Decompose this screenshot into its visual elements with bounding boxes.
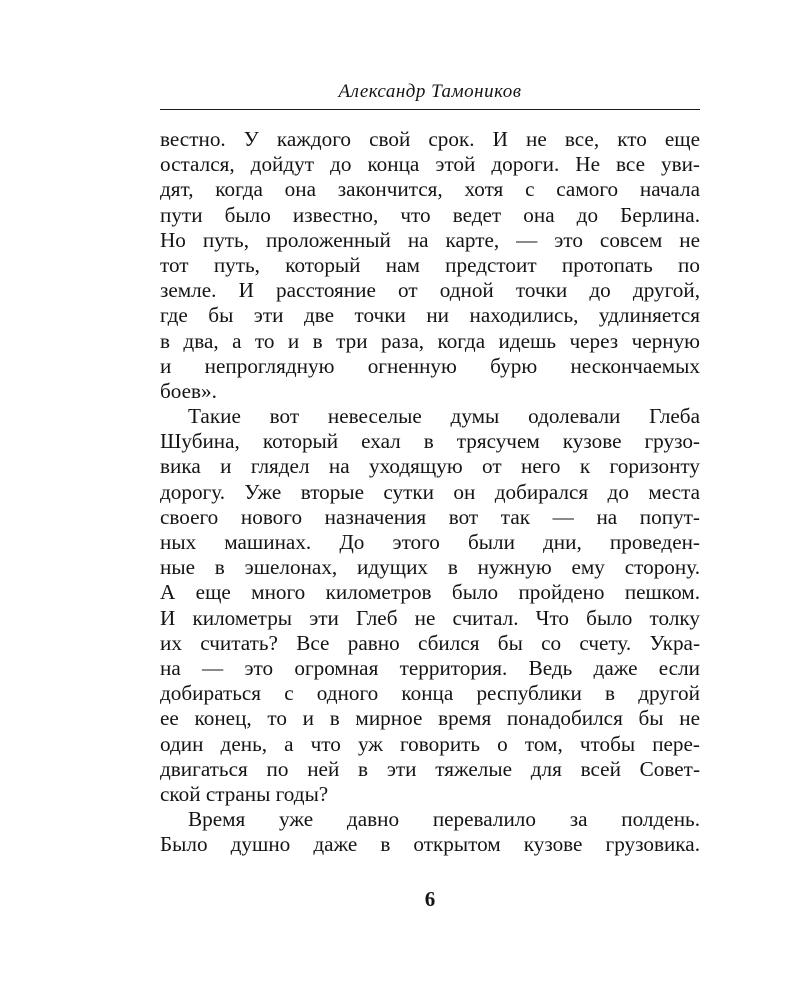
running-head-author: Александр Тамоников — [338, 81, 522, 102]
paragraph-first-line: Такие вот невеселые думы одолевали Глеба — [188, 404, 700, 429]
text-line: двигаться по ней в эти тяжелые для всей Совет- — [160, 756, 700, 781]
text-line: ской страны годы? — [160, 781, 329, 806]
text-line: их считать? Все равно сбился бы со счету. Укра- — [160, 630, 700, 655]
text-line: земле. И расстояние от одной точки до другой, — [160, 278, 700, 303]
text-line: дорогу. Уже вторые сутки он добирался до места — [160, 479, 700, 504]
paragraph-first-line: Время уже давно перевалило за полдень. — [188, 807, 700, 832]
text-line: на — это огромная территория. Ведь даже если — [160, 655, 700, 680]
text-line: ее конец, то и в мирное время понадобился бы не — [160, 706, 700, 731]
text-line: в два, а то и в три раза, когда идешь через черную — [160, 328, 700, 353]
text-line: и непроглядную огненную бурю нескончаемых — [160, 353, 700, 378]
text-line: Но путь, проложенный на карте, — это совсем не — [160, 227, 700, 252]
text-line: остался, дойдут до конца этой дороги. Не все уви- — [160, 152, 700, 177]
text-line: пути было известно, что ведет она до Берлина. — [160, 202, 700, 227]
text-line: боев». — [160, 378, 217, 403]
text-line: вика и глядел на уходящую от него к горизонту — [160, 454, 700, 479]
text-line: тот путь, который нам предстоит протопать по — [160, 252, 700, 277]
header-rule — [160, 109, 700, 110]
text-line: ных машинах. До этого были дни, проведен- — [160, 530, 700, 554]
text-line: дят, когда она закончится, хотя с самого начала — [160, 177, 700, 202]
text-line: И километры эти Глеб не считал. Что было толку — [160, 605, 700, 630]
text-line: добираться с одного конца республики в другой — [160, 681, 700, 706]
text-line: ные в эшелонах, идущих в нужную ему сторону. — [160, 555, 700, 580]
text-line: Было душно даже в открытом кузове грузовика. — [160, 832, 700, 857]
text-line: где бы эти две точки ни находились, удлиняется — [160, 303, 700, 328]
text-line: своего нового назначения вот так — на попут- — [160, 504, 700, 529]
text-line: один день, а что уж говорить о том, чтобы пере- — [160, 731, 700, 756]
body-text — [160, 127, 700, 857]
page-number: 6 — [424, 887, 436, 911]
text-line: вестно. У каждого свой срок. И не все, кто еще — [160, 127, 700, 151]
text-line: А еще много километров было пройдено пешком. — [160, 580, 700, 605]
text-line: Шубина, который ехал в трясучем кузове грузо- — [160, 429, 700, 454]
